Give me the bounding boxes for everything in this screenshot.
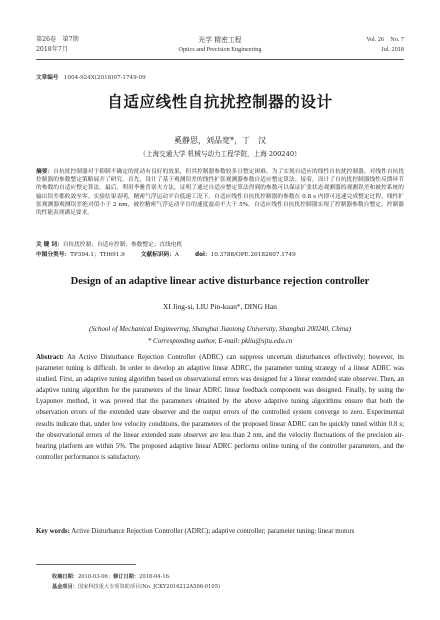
abstract-cn-label: 摘要： bbox=[36, 169, 54, 175]
keywords-en-label: Key words: bbox=[36, 528, 70, 535]
header-rule bbox=[36, 59, 404, 60]
footnote-rule bbox=[36, 564, 136, 565]
doc-code-value: A bbox=[174, 252, 179, 258]
header-journal-en: Optics and Precision Engineering bbox=[178, 46, 262, 53]
abstract-cn bbox=[36, 168, 404, 217]
affiliation-en bbox=[40, 323, 400, 347]
corresponding-author: * Corresponding author, E-mail: pkliu@sjtu.edu.cn bbox=[147, 337, 293, 345]
title-cn: 自适应线性自抗扰控制器的设计 bbox=[107, 93, 333, 111]
header-date-cn: 2018年7月 bbox=[36, 46, 69, 53]
footnote-fund bbox=[52, 584, 220, 591]
title-en: Design of an adaptive linear active disturbance rejection controller bbox=[70, 276, 370, 287]
affiliation-cn: （上海交通大学 机械与动力工程学院，上海 200240） bbox=[139, 150, 301, 158]
clc-value: TP394.1；TH691.9 bbox=[70, 252, 125, 258]
authors-en: XI Jing-si, LIU Pin-kuan*, DING Han bbox=[163, 302, 277, 311]
header-journal-cn: 光学 精密工程 bbox=[198, 36, 242, 44]
article-number-label: 文章编号 bbox=[36, 75, 59, 81]
abstract-en bbox=[36, 352, 404, 463]
abstract-en-label: Abstract: bbox=[36, 354, 64, 361]
keywords-cn bbox=[36, 241, 404, 249]
fund-label: 基金项目： bbox=[52, 584, 78, 590]
received-value: 2018-03-06； bbox=[77, 574, 114, 580]
affiliation-en-line: (School of Mechanical Engineering, Shanghai Jiaotong University, Shanghai 200240, China) bbox=[88, 325, 352, 333]
revised-value: 2018-04-16. bbox=[139, 574, 171, 580]
footnote-dates bbox=[52, 574, 171, 581]
received-label: 收稿日期： bbox=[52, 574, 78, 580]
keywords-cn-label: 关 键 词： bbox=[36, 242, 63, 248]
header-volume-en: Vol. 26 No. 7 bbox=[366, 36, 404, 43]
header-volume-cn: 第26卷 第7期 bbox=[36, 36, 79, 43]
header-date-en: Jul. 2018 bbox=[381, 46, 404, 53]
fund-value: 国家科技重大专项资助项目(No. JCKY2016212A506-0105) bbox=[77, 584, 221, 590]
keywords-en bbox=[36, 526, 404, 537]
keywords-en-text: Active Disturbance Rejection Controller (ADRC); adaptive controller; parameter tuning; linear motors bbox=[71, 528, 355, 535]
doi-label: doi： bbox=[195, 252, 211, 258]
clc-label: 中图分类号： bbox=[36, 252, 71, 258]
abstract-en-text: An Active Disturbance Rejection Controller (ADRC) can suppress uncertain disturbances effectively; however, its parameter tuning is difficult. In order to develop an adaptive linear ADRC, the parameter tuning strategy of a linear ADRC was studied. First, an adaptive tuning algorithm based on observational errors was designed for a linear extended state observer. Then, an adaptive tuning algorithm for the parameters of the linear ADRC linear feedback component was designed. Finally, by using the Lyapunov method, it was proved that the parameters obtained by the above adaptive tuning algorithms ensure that both the observation errors of the extended state observer and the output errors of the controlled system converge to zero. Experimental results indicate that, under low velocity conditions, the parameters of the proposed linear ADRC can be quickly tuned within 0.8 s; the observational errors of the linear extended state observer are less than 2 nm, and the velocity fluctuations of the precision air-bearing platform are within 5%. The proposed adaptive linear ADRC performs online tuning of the controller parameters, and the controller performance is satisfactory. bbox=[36, 354, 404, 461]
article-number bbox=[36, 75, 146, 82]
doi-value: 10.3788/OPE.20182607.1749 bbox=[210, 252, 296, 258]
classification-line bbox=[36, 251, 404, 259]
authors-cn: 奚静思，刘品宽*，丁 汉 bbox=[174, 136, 266, 145]
doc-code-label: 文献标识码： bbox=[140, 252, 175, 258]
article-number-value: 1004-924X(2018)07-1749-09 bbox=[64, 75, 146, 81]
keywords-cn-text: 自抗扰控制；自适应控制；参数整定；直线电机 bbox=[62, 242, 183, 248]
revised-label: 修订日期： bbox=[113, 574, 140, 580]
abstract-cn-text: 自抗扰控制器对于抑制不确定的扰动有良好的效果，但其控制器参数较多且整定困难。为了实现自适应的线性自抗扰控制器，对线性自抗扰控制器的参数整定策略展开了研究。首先，设计了基于观测误差的线性扩张观测器参数自适应整定算法。接着，设计了自抗扰控制器线性反馈环节的参数的自适应整定算法。最后，利用李雅普诺夫方法，证明了通过自适应整定算法得到的参数可以保证扩张状态观测器的观测误差和被控系统的输出误差都收敛至零。实验结果表明，精密气浮运动平台低速工况下，自适应线性自抗扰控制器的参数在 0.8 s 内即可迅速完成整定过程，线性扩张观测器观测误差绝对值小于 2 nm，被控精密气浮运动平台的速度波动不大于 5%。自适应线性自抗扰控制器实现了控制器参数自整定，控制器的性能表现满足要求。 bbox=[36, 169, 405, 217]
